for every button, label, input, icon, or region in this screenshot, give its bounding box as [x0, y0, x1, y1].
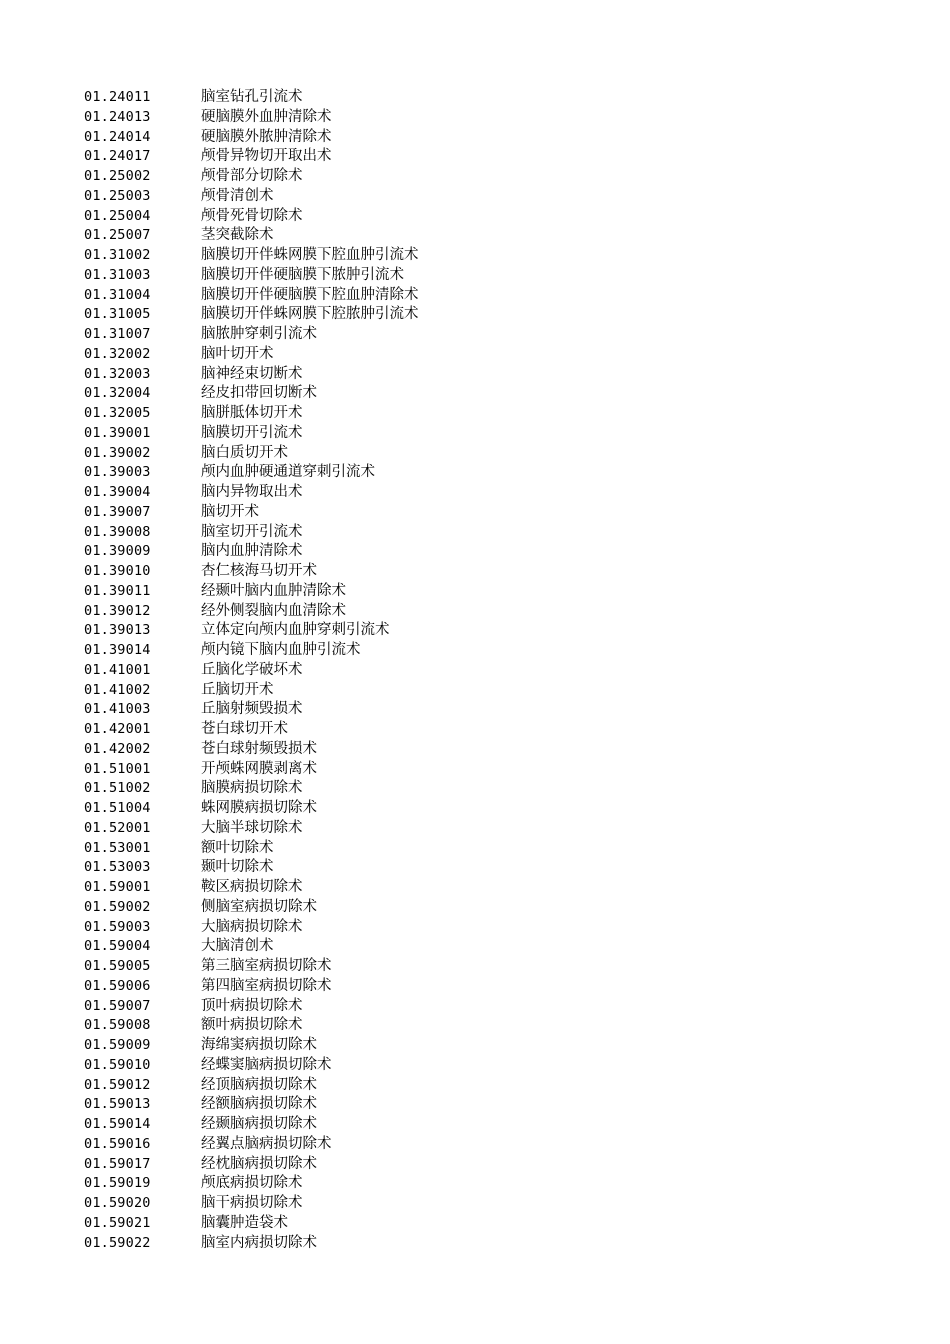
procedure-code: 01.41003 — [84, 701, 151, 718]
procedure-name: 开颅蛛网膜剥离术 — [201, 760, 317, 777]
list-item — [84, 345, 419, 365]
procedure-code: 01.24014 — [84, 128, 151, 145]
procedure-code: 01.59019 — [84, 1175, 151, 1192]
list-item — [84, 305, 419, 325]
procedure-name: 脑神经束切断术 — [201, 365, 303, 382]
procedure-name: 额叶病损切除术 — [201, 1017, 303, 1034]
list-item — [84, 621, 419, 641]
list-item — [84, 1214, 419, 1234]
list-item — [84, 88, 419, 108]
procedure-code: 01.59022 — [84, 1234, 151, 1251]
list-item — [84, 720, 419, 740]
list-item — [84, 147, 419, 167]
procedure-name: 立体定向颅内血肿穿刺引流术 — [201, 622, 390, 639]
procedure-code: 01.39008 — [84, 523, 151, 540]
procedure-code: 01.25003 — [84, 187, 151, 204]
procedure-code: 01.39007 — [84, 503, 151, 520]
procedure-name: 经外侧裂脑内血清除术 — [201, 602, 346, 619]
list-item — [84, 937, 419, 957]
procedure-code: 01.59002 — [84, 898, 151, 915]
procedure-name: 脑叶切开术 — [201, 345, 274, 362]
procedure-name: 大脑清创术 — [201, 938, 274, 955]
procedure-name: 脑脓肿穿刺引流术 — [201, 326, 317, 342]
list-item — [84, 226, 419, 246]
procedure-code: 01.51002 — [84, 780, 151, 797]
procedure-code: 01.51001 — [84, 760, 151, 777]
list-item — [84, 1016, 419, 1036]
procedure-name: 脑切开术 — [201, 503, 259, 520]
procedure-name: 脑膜切开伴硬脑膜下脓肿引流术 — [201, 266, 404, 283]
procedure-code: 01.59009 — [84, 1037, 151, 1053]
list-item — [84, 187, 419, 207]
procedure-list — [84, 88, 419, 1253]
procedure-code: 01.59020 — [84, 1195, 151, 1211]
list-item — [84, 1174, 419, 1194]
procedure-code: 01.59004 — [84, 938, 151, 955]
procedure-code: 01.31003 — [84, 266, 151, 283]
procedure-name: 丘脑化学破坏术 — [201, 661, 303, 678]
procedure-code: 01.31005 — [84, 306, 151, 323]
procedure-code: 01.39012 — [84, 602, 151, 619]
procedure-name: 脑干病损切除术 — [201, 1195, 303, 1211]
procedure-code: 01.24017 — [84, 148, 151, 165]
procedure-name: 脑膜切开伴蛛网膜下腔脓肿引流术 — [201, 306, 419, 323]
procedure-code: 01.39011 — [84, 582, 151, 599]
procedure-name: 脑室钻孔引流术 — [201, 89, 303, 105]
list-item — [84, 562, 419, 582]
procedure-code: 01.59008 — [84, 1017, 151, 1034]
procedure-code: 01.51004 — [84, 800, 151, 816]
procedure-name: 脑室内病损切除术 — [201, 1234, 317, 1251]
procedure-name: 脑内血肿清除术 — [201, 543, 303, 560]
procedure-name: 经皮扣带回切断术 — [201, 385, 317, 402]
list-item — [84, 1095, 419, 1115]
procedure-code: 01.53003 — [84, 859, 151, 876]
list-item — [84, 325, 419, 345]
procedure-code: 01.25004 — [84, 207, 151, 224]
procedure-name: 经颞脑病损切除术 — [201, 1116, 317, 1132]
list-item — [84, 246, 419, 266]
procedure-name: 颅骨清创术 — [201, 187, 274, 204]
list-item — [84, 1115, 419, 1135]
procedure-name: 颅内镜下脑内血肿引流术 — [201, 642, 361, 658]
procedure-code: 01.39001 — [84, 424, 151, 441]
procedure-code: 01.42001 — [84, 721, 151, 737]
procedure-name: 大脑病损切除术 — [201, 918, 303, 935]
procedure-code: 01.59001 — [84, 879, 151, 895]
list-item — [84, 266, 419, 286]
list-item — [84, 819, 419, 839]
list-item — [84, 503, 419, 523]
procedure-name: 硬脑膜外血肿清除术 — [201, 108, 332, 125]
procedure-code: 01.42002 — [84, 740, 151, 757]
procedure-name: 颅内血肿硬通道穿刺引流术 — [201, 464, 375, 481]
procedure-code: 01.39014 — [84, 642, 151, 658]
list-item — [84, 700, 419, 720]
procedure-name: 蛛网膜病损切除术 — [201, 800, 317, 816]
procedure-code: 01.39009 — [84, 543, 151, 560]
procedure-name: 丘脑射频毁损术 — [201, 701, 303, 718]
procedure-code: 01.59013 — [84, 1096, 151, 1113]
procedure-code: 01.41002 — [84, 681, 151, 698]
procedure-name: 鞍区病损切除术 — [201, 879, 303, 895]
procedure-code: 01.59017 — [84, 1155, 151, 1172]
procedure-name: 苍白球切开术 — [201, 721, 288, 737]
list-item — [84, 641, 419, 661]
procedure-name: 海绵窦病损切除术 — [201, 1037, 317, 1053]
procedure-name: 颞叶切除术 — [201, 859, 274, 876]
procedure-name: 第四脑室病损切除术 — [201, 977, 332, 994]
procedure-name: 丘脑切开术 — [201, 681, 274, 698]
procedure-code: 01.39004 — [84, 484, 151, 500]
list-item — [84, 128, 419, 148]
list-item — [84, 878, 419, 898]
list-item — [84, 167, 419, 187]
procedure-name: 经额脑病损切除术 — [201, 1096, 317, 1113]
procedure-name: 经蝶窦脑病损切除术 — [201, 1056, 332, 1073]
procedure-name: 脑膜切开伴硬脑膜下腔血肿清除术 — [201, 286, 419, 303]
procedure-name: 颅底病损切除术 — [201, 1175, 303, 1192]
procedure-name: 脑室切开引流术 — [201, 523, 303, 540]
list-item — [84, 661, 419, 681]
procedure-name: 颅骨死骨切除术 — [201, 207, 303, 224]
procedure-code: 01.24011 — [84, 89, 151, 105]
list-item — [84, 1036, 419, 1056]
procedure-code: 01.31002 — [84, 247, 151, 263]
procedure-name: 脑胼胝体切开术 — [201, 405, 303, 421]
list-item — [84, 779, 419, 799]
procedure-code: 01.32002 — [84, 345, 151, 362]
procedure-code: 01.53001 — [84, 839, 151, 856]
list-item — [84, 404, 419, 424]
procedure-code: 01.59010 — [84, 1056, 151, 1073]
procedure-code: 01.59014 — [84, 1116, 151, 1132]
list-item — [84, 997, 419, 1017]
procedure-code: 01.31004 — [84, 286, 151, 303]
procedure-code: 01.39002 — [84, 444, 151, 461]
procedure-code: 01.59016 — [84, 1135, 151, 1152]
procedure-name: 茎突截除术 — [201, 227, 274, 244]
list-item — [84, 858, 419, 878]
procedure-name: 颅骨异物切开取出术 — [201, 148, 332, 165]
list-item — [84, 1056, 419, 1076]
procedure-name: 颅骨部分切除术 — [201, 168, 303, 184]
list-item — [84, 1155, 419, 1175]
procedure-code: 01.59003 — [84, 918, 151, 935]
list-item — [84, 444, 419, 464]
list-item — [84, 108, 419, 128]
list-item — [84, 1194, 419, 1214]
procedure-code: 01.59007 — [84, 997, 151, 1014]
procedure-name: 经顶脑病损切除术 — [201, 1076, 317, 1093]
procedure-name: 经枕脑病损切除术 — [201, 1155, 317, 1172]
procedure-code: 01.25007 — [84, 227, 151, 244]
list-item — [84, 1076, 419, 1096]
list-item — [84, 384, 419, 404]
list-item — [84, 542, 419, 562]
list-item — [84, 365, 419, 385]
procedure-name: 大脑半球切除术 — [201, 819, 303, 836]
list-item — [84, 1234, 419, 1254]
procedure-name: 经颞叶脑内血肿清除术 — [201, 582, 346, 599]
procedure-code: 01.32005 — [84, 405, 151, 421]
procedure-code: 01.59005 — [84, 958, 151, 974]
list-item — [84, 977, 419, 997]
list-item — [84, 424, 419, 444]
procedure-name: 脑膜切开伴蛛网膜下腔血肿引流术 — [201, 247, 419, 263]
procedure-code: 01.24013 — [84, 108, 151, 125]
list-item — [84, 483, 419, 503]
procedure-code: 01.32004 — [84, 385, 151, 402]
list-item — [84, 760, 419, 780]
list-item — [84, 1135, 419, 1155]
procedure-code: 01.52001 — [84, 819, 151, 836]
procedure-name: 额叶切除术 — [201, 839, 274, 856]
procedure-name: 脑内异物取出术 — [201, 484, 303, 500]
list-item — [84, 918, 419, 938]
procedure-name: 硬脑膜外脓肿清除术 — [201, 128, 332, 145]
procedure-name: 脑囊肿造袋术 — [201, 1214, 288, 1231]
list-item — [84, 463, 419, 483]
list-item — [84, 207, 419, 227]
procedure-code: 01.59021 — [84, 1214, 151, 1231]
procedure-name: 杏仁核海马切开术 — [201, 563, 317, 579]
procedure-name: 顶叶病损切除术 — [201, 997, 303, 1014]
list-item — [84, 523, 419, 543]
list-item — [84, 839, 419, 859]
procedure-code: 01.39003 — [84, 464, 151, 481]
procedure-code: 01.59006 — [84, 977, 151, 994]
procedure-code: 01.39010 — [84, 563, 151, 579]
procedure-name: 经翼点脑病损切除术 — [201, 1135, 332, 1152]
list-item — [84, 681, 419, 701]
list-item — [84, 957, 419, 977]
list-item — [84, 799, 419, 819]
procedure-code: 01.41001 — [84, 661, 151, 678]
list-item — [84, 740, 419, 760]
list-item — [84, 602, 419, 622]
procedure-name: 脑膜切开引流术 — [201, 424, 303, 441]
procedure-name: 第三脑室病损切除术 — [201, 958, 332, 974]
procedure-code: 01.39013 — [84, 622, 151, 639]
list-item — [84, 582, 419, 602]
procedure-name: 侧脑室病损切除术 — [201, 898, 317, 915]
procedure-code: 01.31007 — [84, 326, 151, 342]
procedure-code: 01.25002 — [84, 168, 151, 184]
procedure-code: 01.59012 — [84, 1076, 151, 1093]
procedure-name: 脑膜病损切除术 — [201, 780, 303, 797]
list-item — [84, 898, 419, 918]
list-item — [84, 286, 419, 306]
procedure-name: 苍白球射频毁损术 — [201, 740, 317, 757]
procedure-name: 脑白质切开术 — [201, 444, 288, 461]
procedure-code: 01.32003 — [84, 365, 151, 382]
